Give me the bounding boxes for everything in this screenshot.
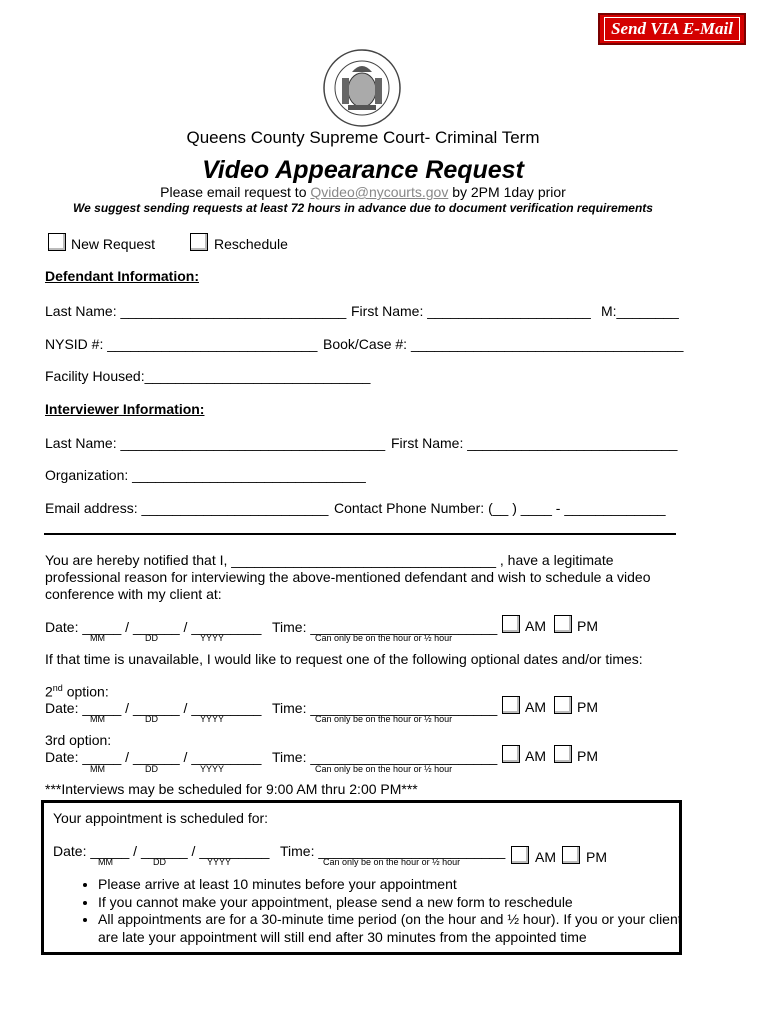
email-suffix: by 2PM 1day prior <box>448 184 566 200</box>
primary-time-field[interactable]: Time: ________________________ <box>272 619 498 635</box>
option-2-label <box>45 683 109 700</box>
reschedule-checkbox[interactable] <box>190 233 208 251</box>
notice-line-1[interactable]: You are hereby notified that I, __________________________________ , have a legitimate <box>45 552 614 568</box>
option-3-time-field[interactable]: Time: ________________________ <box>272 749 498 765</box>
defendant-heading: Defendant Information: <box>45 268 199 284</box>
option-2-pm-checkbox[interactable] <box>554 696 572 714</box>
option-2-time-field[interactable]: Time: ________________________ <box>272 700 498 716</box>
nysid-field[interactable]: NYSID #: ___________________________ <box>45 336 318 352</box>
hours-note: ***Interviews may be scheduled for 9:00 AM thru 2:00 PM*** <box>45 781 418 797</box>
mm-label: MM <box>90 633 105 643</box>
primary-am-checkbox[interactable] <box>502 615 520 633</box>
am-label: AM <box>525 748 546 764</box>
option-2-date-field[interactable]: Date: _____ / ______ / _________ <box>45 700 262 716</box>
option-2-am-checkbox[interactable] <box>502 696 520 714</box>
time-hint: Can only be on the hour or ½ hour <box>315 764 453 774</box>
mm-label: MM <box>98 857 113 867</box>
dd-label: DD <box>145 633 158 643</box>
form-title: Video Appearance Request <box>202 156 524 184</box>
dd-label: DD <box>153 857 166 867</box>
yyyy-label: YYYY <box>200 764 225 774</box>
interviewer-heading: Interviewer Information: <box>45 401 205 417</box>
interviewer-last-name-field[interactable]: Last Name: __________________________________ <box>45 435 386 451</box>
interviewer-first-name-field[interactable]: First Name: ___________________________ <box>391 435 678 451</box>
pm-label: PM <box>586 849 607 865</box>
dd-label: DD <box>145 714 158 724</box>
list-item: • If you cannot make your appointment, please send a new form to reschedule <box>98 894 698 912</box>
unavailable-note: If that time is unavailable, I would like to request one of the following optional dates and/or times: <box>45 651 643 667</box>
court-name: Queens County Supreme Court- Criminal Term <box>186 128 540 147</box>
option-3-date-field[interactable]: Date: _____ / ______ / _________ <box>45 749 262 765</box>
pm-label: PM <box>577 699 598 715</box>
option-2-number: 2 <box>45 683 53 700</box>
am-label: AM <box>525 618 546 634</box>
email-instruction <box>0 184 726 200</box>
email-address-field[interactable]: Email address: ________________________ <box>45 500 329 516</box>
mm-label: MM <box>90 764 105 774</box>
am-label: AM <box>525 699 546 715</box>
book-case-field[interactable]: Book/Case #: ___________________________________ <box>323 336 684 352</box>
send-via-email-button[interactable] <box>598 13 746 45</box>
defendant-mi-field[interactable]: M:________ <box>601 303 679 319</box>
yyyy-label: YYYY <box>200 714 225 724</box>
notice-line-2: professional reason for interviewing the above-mentioned defendant and wish to schedule a video <box>45 569 651 585</box>
section-divider <box>44 533 676 535</box>
email-link[interactable]: Qvideo@nycourts.gov <box>310 184 449 200</box>
notice-line-3: conference with my client at: <box>45 586 222 602</box>
reschedule-label: Reschedule <box>214 236 288 252</box>
pm-label: PM <box>577 618 598 634</box>
am-label: AM <box>535 849 556 865</box>
appointment-date-field[interactable]: Date: _____ / ______ / _________ <box>53 843 270 859</box>
time-hint: Can only be on the hour or ½ hour <box>315 633 453 643</box>
defendant-first-name-field[interactable]: First Name: _____________________ <box>351 303 591 319</box>
list-item: • All appointments are for a 30-minute time period (on the hour and ½ hour). If you or your client are late your appointment will still end after 30 minutes from the appointed time <box>98 911 698 946</box>
pm-label: PM <box>577 748 598 764</box>
dd-label: DD <box>145 764 158 774</box>
appointment-am-checkbox[interactable] <box>511 846 529 864</box>
yyyy-label: YYYY <box>207 857 232 867</box>
appointment-time-field[interactable]: Time: ________________________ <box>280 843 506 859</box>
appointment-pm-checkbox[interactable] <box>562 846 580 864</box>
mm-label: MM <box>90 714 105 724</box>
defendant-last-name-field[interactable]: Last Name: _____________________________ <box>45 303 347 319</box>
primary-pm-checkbox[interactable] <box>554 615 572 633</box>
send-via-email-label: Send VIA E-Mail <box>604 17 740 41</box>
option-2-suffix: nd <box>52 683 63 693</box>
list-item: • Please arrive at least 10 minutes before your appointment <box>98 876 698 894</box>
appointment-notes <box>52 876 698 946</box>
option-3-am-checkbox[interactable] <box>502 745 520 763</box>
time-hint: Can only be on the hour or ½ hour <box>323 857 461 867</box>
yyyy-label: YYYY <box>200 633 225 643</box>
suggestion-note: We suggest sending requests at least 72 hours in advance due to document verification requirements <box>73 201 653 215</box>
state-seal-icon <box>322 48 402 128</box>
new-request-label: New Request <box>71 236 156 252</box>
appointment-heading: Your appointment is scheduled for: <box>53 810 269 826</box>
new-request-checkbox[interactable] <box>48 233 66 251</box>
option-2-text: option: <box>62 683 109 700</box>
time-hint: Can only be on the hour or ½ hour <box>315 714 453 724</box>
organization-field[interactable]: Organization: ______________________________ <box>45 467 366 483</box>
primary-date-field[interactable]: Date: _____ / ______ / _________ <box>45 619 262 635</box>
option-3-pm-checkbox[interactable] <box>554 745 572 763</box>
facility-housed-field[interactable]: Facility Housed:_____________________________ <box>45 368 371 384</box>
email-prefix: Please email request to <box>160 184 311 200</box>
option-3-label: 3rd option: <box>45 732 112 748</box>
contact-phone-field[interactable]: Contact Phone Number: (__ ) ____ - _____________ <box>334 500 666 516</box>
